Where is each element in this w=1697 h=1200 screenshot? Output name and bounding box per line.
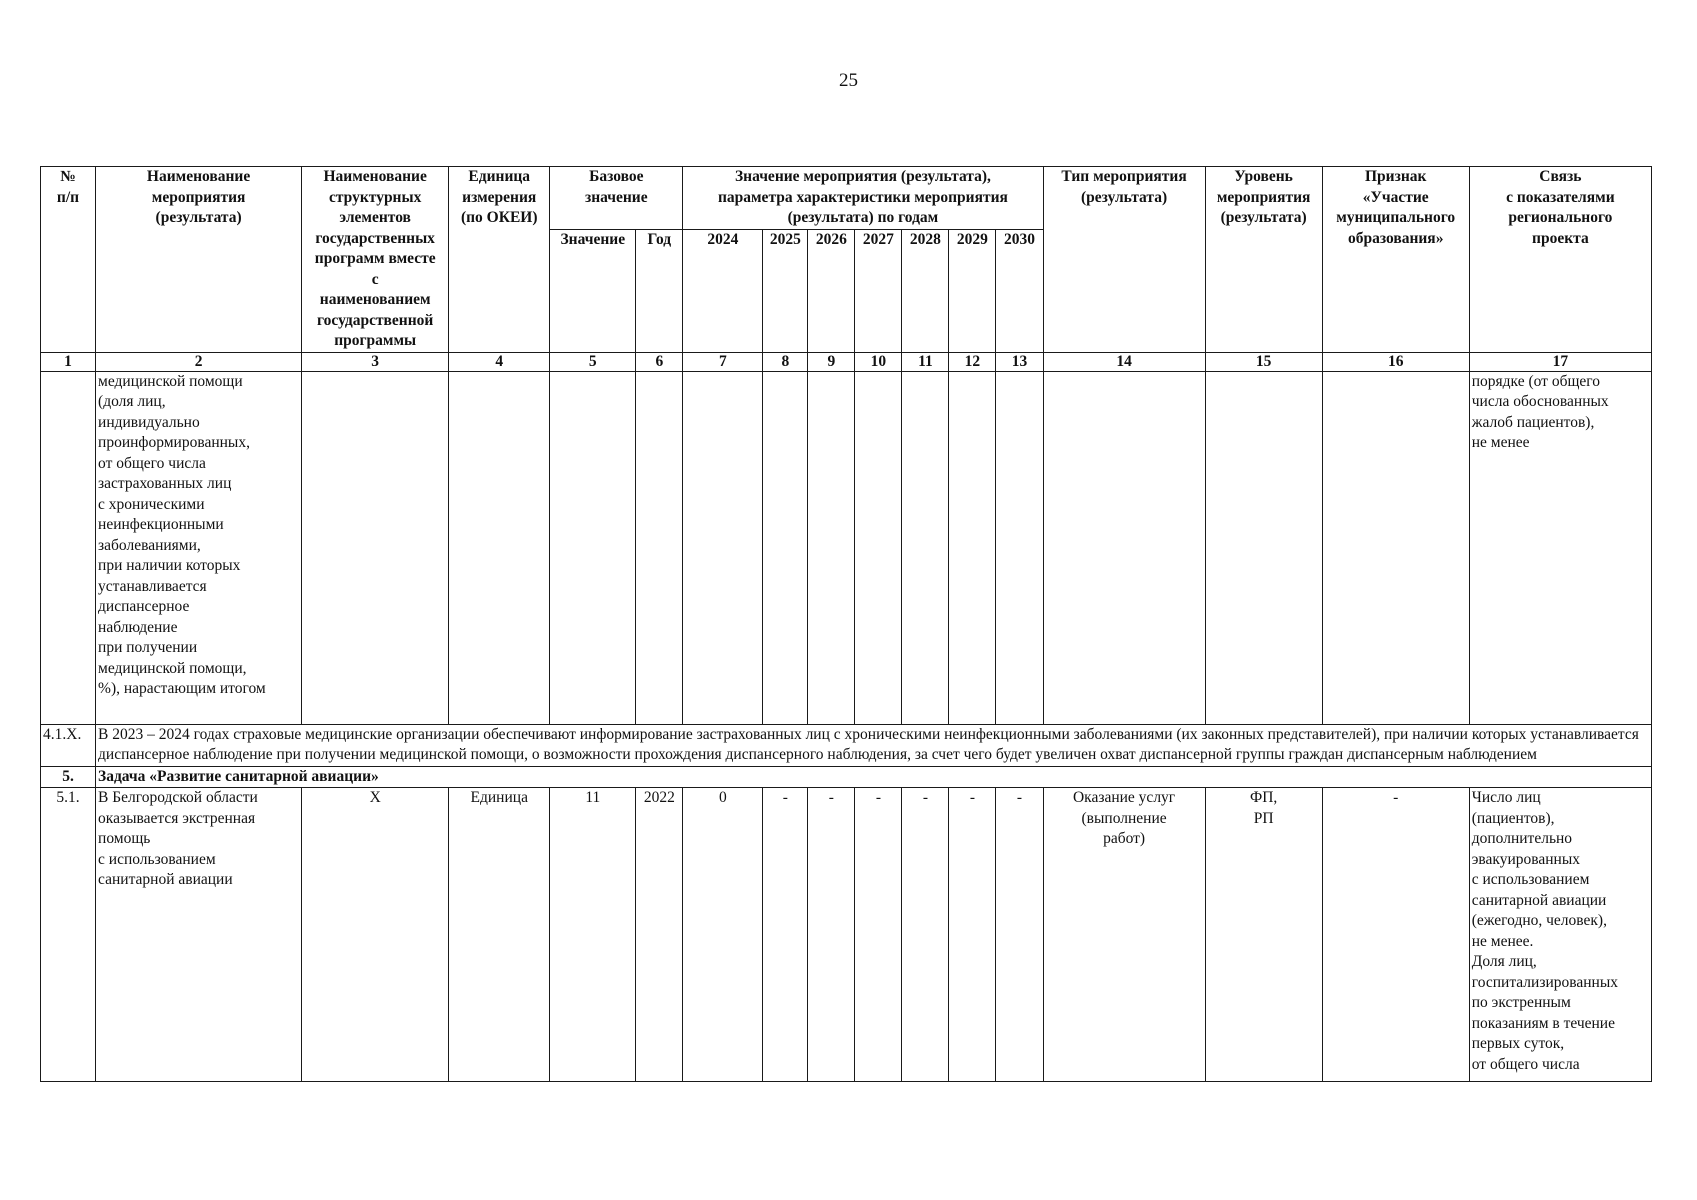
column-number: 1 [41,352,96,371]
measure-value-2029: - [949,788,996,1082]
column-number: 5 [550,352,636,371]
column-number: 6 [636,352,683,371]
header-year-2025: 2025 [763,230,808,352]
column-number: 3 [302,352,449,371]
measure-number: 5.1. [41,788,96,1082]
column-number: 14 [1043,352,1205,371]
column-number: 16 [1322,352,1469,371]
header-project-link: Связь с показателями регионального проекта [1469,167,1651,353]
header-year-2027: 2027 [855,230,902,352]
note-row [41,724,1652,766]
header-year-2029: 2029 [949,230,996,352]
measure-value-2030: - [996,788,1043,1082]
measure-value-2024: 0 [683,788,763,1082]
empty-cell [1205,371,1322,724]
empty-cell [683,371,763,724]
continued-activity-name: медицинской помощи (доля лиц, индивидуально проинформированных, от общего числа застрахованных лиц с хроническими неинфекционными заболеваниями, при наличии которых устанавливается диспансерное наблюдение при получении медицинской помощи, %), нарастающим итогом [96,371,302,724]
measure-base-value: 11 [550,788,636,1082]
header-municipal-participation: Признак «Участие муниципального образования» [1322,167,1469,353]
empty-cell [763,371,808,724]
measure-municipal-participation: - [1322,788,1469,1082]
measure-value-2027: - [855,788,902,1082]
measure-name: В Белгородской области оказывается экстренная помощь с использованием санитарной авиации [96,788,302,1082]
measure-row [41,788,1652,1082]
header-yearly-values-group: Значение мероприятия (результата), параметра характеристики мероприятия (результата) по годам [683,167,1043,230]
header-number: № п/п [41,167,96,353]
measure-level: ФП, РП [1205,788,1322,1082]
measure-value-2028: - [902,788,949,1082]
empty-cell [636,371,683,724]
column-number: 7 [683,352,763,371]
page-number: 25 [839,70,858,91]
column-number: 13 [996,352,1043,371]
column-number: 12 [949,352,996,371]
measure-value-2026: - [808,788,855,1082]
empty-cell [449,371,550,724]
measure-unit: Единица [449,788,550,1082]
measure-structural-elements: Х [302,788,449,1082]
task-title: Задача «Развитие санитарной авиации» [96,766,1652,788]
empty-cell [1043,371,1205,724]
header-base-year: Год [636,230,683,352]
empty-cell [302,371,449,724]
measure-project-link: Число лиц (пациентов), дополнительно эвакуированных с использованием санитарной авиации (ежегодно, человек), не менее. Доля лиц, госпитализированных по экстренным показаниям в течение первых суток, от общего числа [1469,788,1651,1082]
header-base-value: Значение [550,230,636,352]
header-year-2026: 2026 [808,230,855,352]
empty-cell [550,371,636,724]
empty-cell [902,371,949,724]
measure-base-year: 2022 [636,788,683,1082]
column-number: 9 [808,352,855,371]
header-year-2028: 2028 [902,230,949,352]
note-number: 4.1.Х. [41,724,96,766]
note-text: В 2023 – 2024 годах страховые медицинские организации обеспечивают информирование застрахованных лиц с хроническими неинфекционными заболеваниями (их законных представителей), при наличии которых устанавливается диспансерное наблюдение при получении медицинской помощи, о возможности прохождения диспансерного наблюдения, за счет чего будет увеличен охват диспансерной группы граждан диспансерным наблюдением [96,724,1652,766]
column-number: 4 [449,352,550,371]
continued-row [41,371,1652,724]
header-year-2030: 2030 [996,230,1043,352]
continued-project-link: порядке (от общего числа обоснованных жалоб пациентов), не менее [1469,371,1651,724]
header-row-1 [41,167,1652,230]
empty-cell [808,371,855,724]
empty-cell [855,371,902,724]
header-activity-level: Уровень мероприятия (результата) [1205,167,1322,353]
task-row [41,766,1652,788]
task-number: 5. [41,766,96,788]
column-number: 8 [763,352,808,371]
header-unit: Единица измерения (по ОКЕИ) [449,167,550,353]
column-number: 11 [902,352,949,371]
measure-value-2025: - [763,788,808,1082]
empty-cell [1322,371,1469,724]
column-number: 15 [1205,352,1322,371]
header-base-value-group: Базовое значение [550,167,683,230]
header-structural-elements: Наименование структурных элементов государственных программ вместе с наименованием государственной программы [302,167,449,353]
activity-table [40,166,1652,1082]
empty-cell [996,371,1043,724]
column-number: 10 [855,352,902,371]
measure-type: Оказание услуг (выполнение работ) [1043,788,1205,1082]
column-number: 2 [96,352,302,371]
header-activity-name: Наименование мероприятия (результата) [96,167,302,353]
header-year-2024: 2024 [683,230,763,352]
continued-number-cell [41,371,96,724]
column-numbers-row [41,352,1652,371]
header-activity-type: Тип мероприятия (результата) [1043,167,1205,353]
empty-cell [949,371,996,724]
column-number: 17 [1469,352,1651,371]
